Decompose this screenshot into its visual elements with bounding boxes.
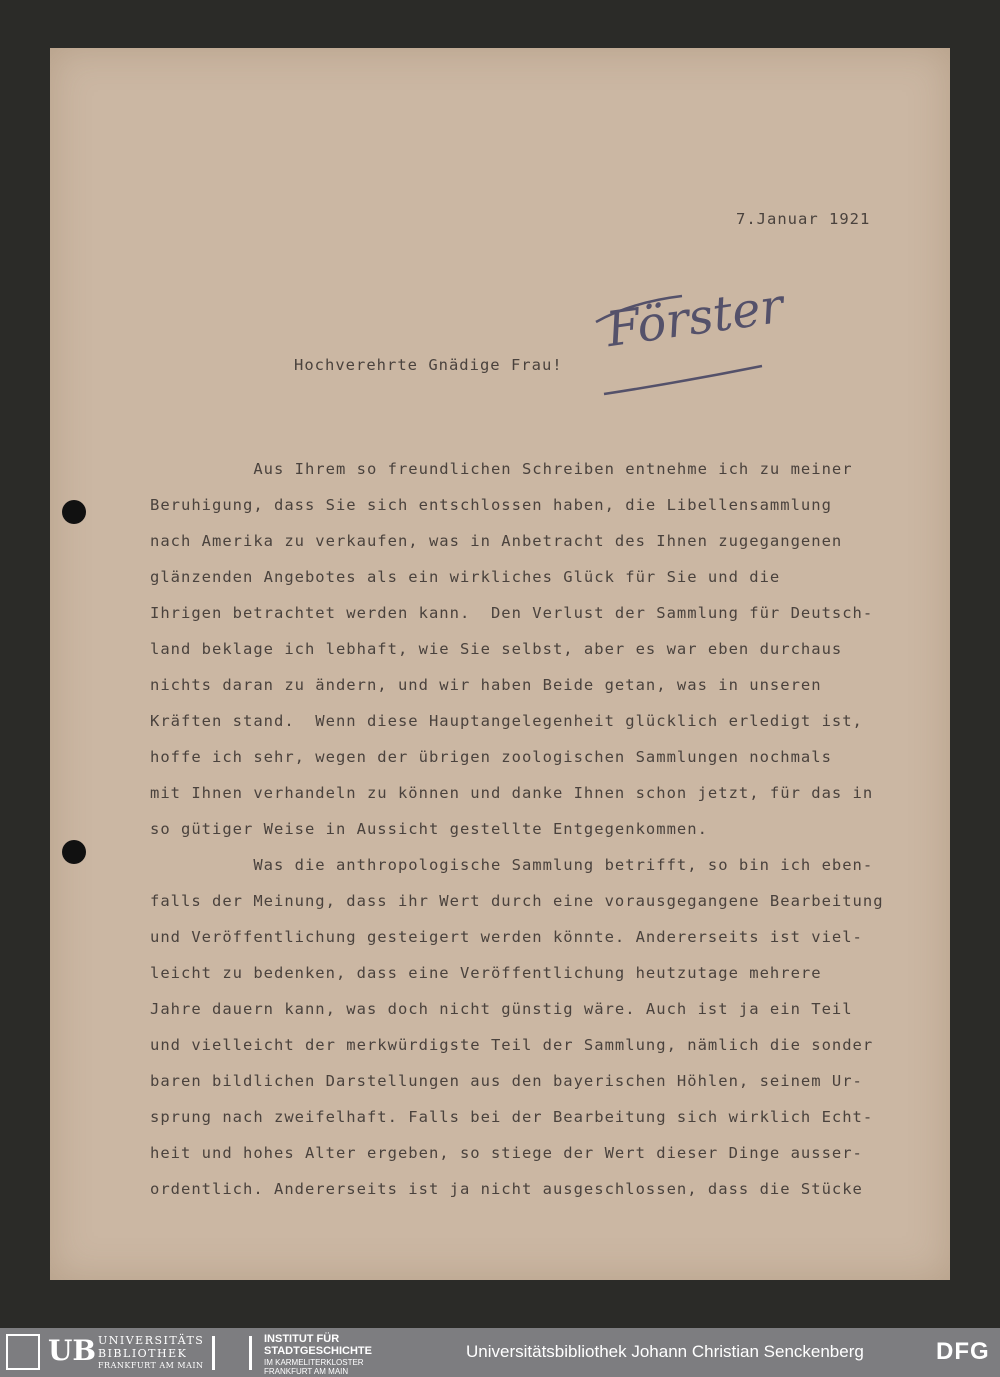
ub-logo-line: BIBLIOTHEK bbox=[98, 1347, 188, 1360]
body-line: Ihrigen betrachtet werden kann. Den Verlust der Sammlung für Deutsch- bbox=[150, 604, 874, 622]
body-line: so gütiger Weise in Aussicht gestellte Entgegenkommen. bbox=[150, 820, 708, 838]
letter-page bbox=[50, 48, 950, 1280]
isg-logo-line: STADTGESCHICHTE bbox=[264, 1345, 372, 1357]
body-line: leicht zu bedenken, dass eine Veröffentlichung heutzutage mehrere bbox=[150, 964, 822, 982]
body-line: und Veröffentlichung gesteigert werden könnte. Andererseits ist viel- bbox=[150, 928, 863, 946]
body-line: und vielleicht der merkwürdigste Teil der Sammlung, nämlich die sonder bbox=[150, 1036, 874, 1054]
body-line: ordentlich. Andererseits ist ja nicht ausgeschlossen, dass die Stücke bbox=[150, 1180, 863, 1198]
body-line: Kräften stand. Wenn diese Hauptangelegenheit glücklich erledigt ist, bbox=[150, 712, 863, 730]
isg-logo-line: INSTITUT FÜR bbox=[264, 1333, 340, 1345]
body-line: falls der Meinung, dass ihr Wert durch eine vorausgegangene Bearbeitung bbox=[150, 892, 884, 910]
body-line: nichts daran zu ändern, und wir haben Beide getan, was in unseren bbox=[150, 676, 822, 694]
isg-logo-line: FRANKFURT AM MAIN bbox=[264, 1367, 349, 1376]
punch-hole bbox=[62, 500, 86, 524]
body-line: glänzenden Angebotes als ein wirkliches Glück für Sie und die bbox=[150, 568, 781, 586]
body-line: land beklage ich lebhaft, wie Sie selbst, aber es war eben durchaus bbox=[150, 640, 843, 658]
body-line: Aus Ihrem so freundlichen Schreiben entnehme ich zu meiner bbox=[150, 460, 853, 478]
body-line: nach Amerika zu verkaufen, was in Anbetracht des Ihnen zugegangenen bbox=[150, 532, 843, 550]
salutation: Hochverehrte Gnädige Frau! bbox=[294, 356, 563, 374]
body-line: Was die anthropologische Sammlung betrifft, so bin ich eben- bbox=[150, 856, 874, 874]
letter-date: 7.Januar 1921 bbox=[736, 210, 871, 228]
body-line: mit Ihnen verhandeln zu können und danke Ihnen schon jetzt, für das in bbox=[150, 784, 874, 802]
punch-hole bbox=[62, 840, 86, 864]
ub-logo-text: UB bbox=[48, 1334, 97, 1367]
footer-bar bbox=[0, 1328, 1000, 1377]
handwritten-signature bbox=[592, 277, 802, 400]
isg-logo-line: IM KARMELITERKLOSTER bbox=[264, 1358, 364, 1367]
signature-text: Förster bbox=[602, 277, 787, 359]
ub-logo-line: UNIVERSITÄTS bbox=[98, 1334, 205, 1347]
body-line: Jahre dauern kann, was doch nicht günstig wäre. Auch ist ja ein Teil bbox=[150, 1000, 853, 1018]
dfg-logo: DFG bbox=[936, 1338, 990, 1365]
ub-logo-line: FRANKFURT AM MAIN bbox=[98, 1361, 204, 1370]
body-line: baren bildlichen Darstellungen aus den bayerischen Höhlen, seinem Ur- bbox=[150, 1072, 863, 1090]
footer-institution-name: Universitätsbibliothek Johann Christian Senckenberg bbox=[466, 1342, 864, 1361]
body-line: sprung nach zweifelhaft. Falls bei der Bearbeitung sich wirklich Echt- bbox=[150, 1108, 874, 1126]
body-line: hoffe ich sehr, wegen der übrigen zoologischen Sammlungen nochmals bbox=[150, 748, 832, 766]
body-line: heit und hohes Alter ergeben, so stiege der Wert dieser Dinge ausser- bbox=[150, 1144, 863, 1162]
isg-logo-icon bbox=[212, 1336, 252, 1370]
ub-seal-icon bbox=[6, 1334, 40, 1370]
body-line: Beruhigung, dass Sie sich entschlossen haben, die Libellensammlung bbox=[150, 496, 832, 514]
signature-underline-icon bbox=[592, 282, 802, 400]
